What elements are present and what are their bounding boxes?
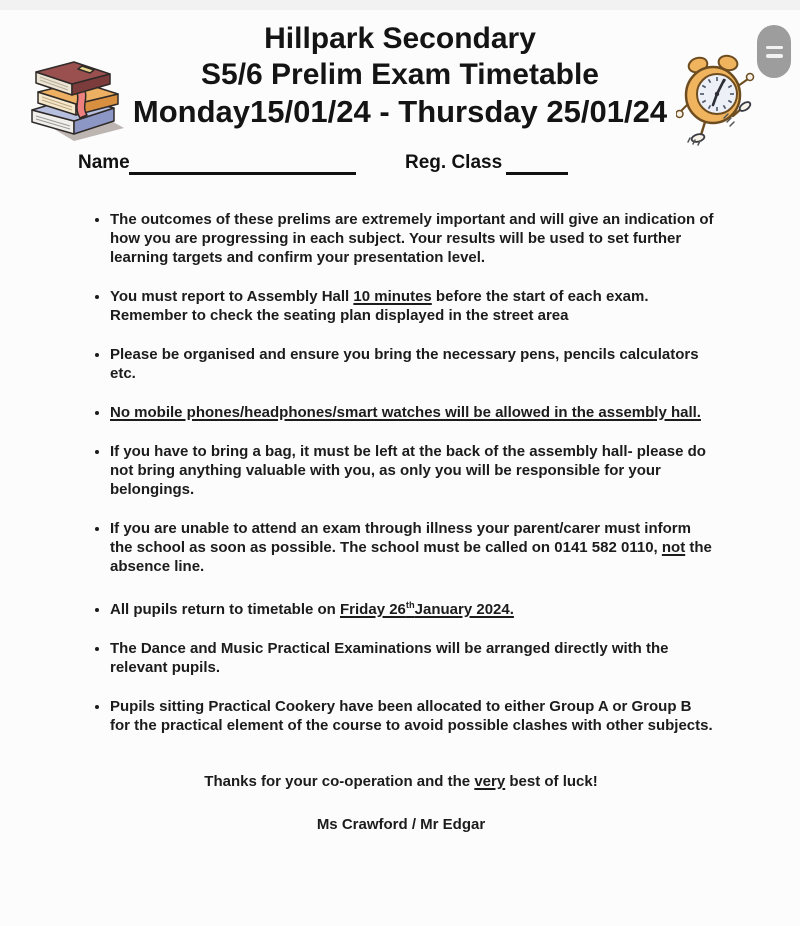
bullet-item: • If you are unable to attend an exam through illness your parent/carer must inform the school as soon as possible. The school must be called on 0141 582 0110, not the absence line. bbox=[110, 519, 714, 576]
name-label: Name bbox=[78, 152, 130, 173]
bullet-item: • Pupils sitting Practical Cookery have been allocated to either Group A or Group B for the practical element of the course to avoid possible clashes with other subjects. bbox=[110, 697, 714, 735]
bullet-item: • No mobile phones/headphones/smart watches will be allowed in the assembly hall. bbox=[110, 403, 714, 422]
bullet-item: • All pupils return to timetable on Friday 26thJanuary 2024. bbox=[110, 596, 714, 619]
name-blank-line bbox=[129, 152, 356, 175]
name-reg-row bbox=[0, 150, 800, 180]
reg-class-blank-line bbox=[506, 152, 568, 175]
document-footer bbox=[88, 773, 714, 833]
reg-class-label: Reg. Class bbox=[405, 152, 503, 173]
document-body bbox=[88, 210, 714, 833]
bullet-item: • You must report to Assembly Hall 10 minutes before the start of each exam. Remember to check the seating plan displayed in the street area bbox=[110, 287, 714, 325]
bullet-item: • Please be organised and ensure you bring the necessary pens, pencils calculators etc. bbox=[110, 345, 714, 383]
title-dates: Monday15/01/24 - Thursday 25/01/24 bbox=[132, 94, 668, 129]
title-exam: S5/6 Prelim Exam Timetable bbox=[201, 58, 599, 91]
thanks-line: Thanks for your co-operation and the very best of luck! bbox=[204, 773, 598, 790]
signature-line: Ms Crawford / Mr Edgar bbox=[316, 816, 486, 833]
bullet-item: • If you have to bring a bag, it must be left at the back of the assembly hall- please do not bring anything valuable with you, as only you will be responsible for your belongings. bbox=[110, 442, 714, 499]
bullet-item: • The Dance and Music Practical Examinations will be arranged directly with the relevant pupils. bbox=[110, 639, 714, 677]
bullet-item: • The outcomes of these prelims are extremely important and will give an indication of how you are progressing in each subject. Your results will be used to set further learning targets and confirm your presentation level. bbox=[110, 210, 714, 267]
document-header bbox=[0, 21, 800, 130]
instructions-list bbox=[88, 210, 714, 735]
top-strip bbox=[0, 0, 800, 10]
title-school: Hillpark Secondary bbox=[264, 22, 536, 55]
